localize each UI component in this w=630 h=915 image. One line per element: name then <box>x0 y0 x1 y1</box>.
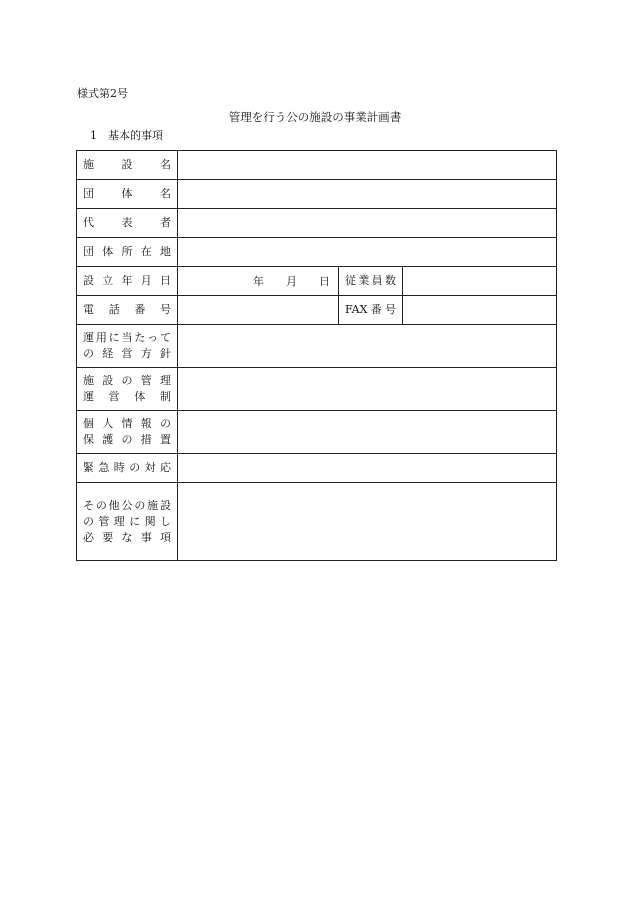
emergency-label: 緊急時の対応 <box>77 454 178 483</box>
other-matters-field[interactable] <box>178 483 557 561</box>
establishment-date-field[interactable] <box>178 267 339 296</box>
policy-label: 運用に当たって の経営方針 <box>77 325 178 368</box>
fax-field[interactable] <box>403 296 557 325</box>
table-row-policy <box>77 325 557 368</box>
establishment-date-label: 設立年月日 <box>77 267 178 296</box>
table-row-management <box>77 368 557 411</box>
basic-info-table <box>76 150 557 561</box>
employee-count-label: 従業員数 <box>339 267 403 296</box>
table-row-phone <box>77 296 557 325</box>
document-title: 管理を行う公の施設の事業計画書 <box>228 110 402 124</box>
phone-label: 電話番号 <box>77 296 178 325</box>
representative-label: 代表者 <box>77 209 178 238</box>
employee-count-field[interactable] <box>403 267 557 296</box>
phone-field[interactable] <box>178 296 339 325</box>
table-row-organization-name <box>77 180 557 209</box>
section-heading: 1 基本的事項 <box>90 129 163 142</box>
emergency-field[interactable] <box>178 454 557 483</box>
facility-name-label: 施設名 <box>77 151 178 180</box>
policy-field[interactable] <box>178 325 557 368</box>
table-row-facility-name <box>77 151 557 180</box>
date-day-label: 日 <box>319 275 330 288</box>
privacy-label: 個人情報の 保護の措置 <box>77 411 178 454</box>
table-row-representative <box>77 209 557 238</box>
management-field[interactable] <box>178 368 557 411</box>
privacy-field[interactable] <box>178 411 557 454</box>
table-row-privacy <box>77 411 557 454</box>
organization-address-field[interactable] <box>178 238 557 267</box>
organization-address-label: 団体所在地 <box>77 238 178 267</box>
date-year-label: 年 <box>253 275 264 288</box>
fax-label: FAX番号 <box>339 296 403 325</box>
management-label: 施設の管理 運営体制 <box>77 368 178 411</box>
facility-name-field[interactable] <box>178 151 557 180</box>
organization-name-label: 団体名 <box>77 180 178 209</box>
table-row-organization-address <box>77 238 557 267</box>
table-row-other <box>77 483 557 561</box>
other-matters-label: その他公の施設 の管理に関し 必要な事項 <box>77 483 178 561</box>
organization-name-field[interactable] <box>178 180 557 209</box>
date-month-label: 月 <box>286 275 297 288</box>
table-row-emergency <box>77 454 557 483</box>
representative-field[interactable] <box>178 209 557 238</box>
form-number: 様式第2号 <box>77 87 128 100</box>
table-row-establishment <box>77 267 557 296</box>
